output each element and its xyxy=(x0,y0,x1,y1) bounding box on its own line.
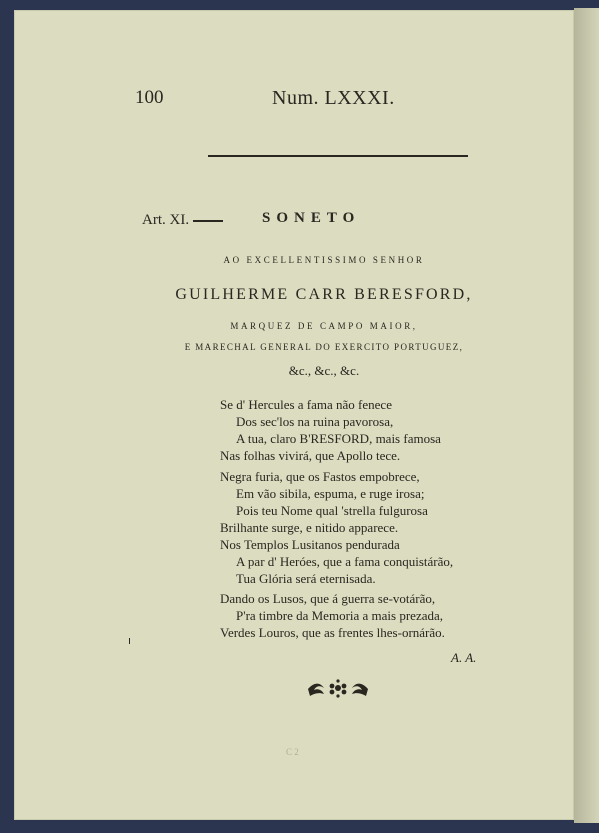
verse-line: P'ra timbre da Memoria a mais prezada, xyxy=(236,608,444,623)
dedicatee-title-1: MARQUEZ DE CAMPO MAIOR, xyxy=(230,321,418,331)
article-label xyxy=(142,212,223,229)
verse-line: Dando os Lusos, que á guerra se-votárão, xyxy=(220,591,436,606)
facing-page-edge xyxy=(574,8,599,823)
verse-line: A par d' Heróes, que a fama conquistárão, xyxy=(236,554,454,569)
stanza-4 xyxy=(220,590,445,641)
dedication-line: AO EXCELLENTISSIMO SENHOR xyxy=(223,255,425,265)
poem-signature: A. A. xyxy=(451,650,477,665)
stanza-1 xyxy=(220,396,441,464)
article-dash xyxy=(193,220,223,222)
verse-line: Nos Templos Lusitanos pendurada xyxy=(220,537,400,552)
page-number: 100 xyxy=(135,87,164,108)
dedicatee-name: GUILHERME CARR BERESFORD, xyxy=(175,286,473,303)
stanza-3 xyxy=(220,536,453,587)
running-head: Num. LXXXI. xyxy=(272,87,395,109)
printer-ornament-icon xyxy=(306,676,370,702)
book-page xyxy=(14,10,574,820)
stanza-2 xyxy=(220,468,428,536)
verse-line: Em vão sibila, espuma, e ruge irosa; xyxy=(236,486,425,501)
verse-line: Negra furia, que os Fastos empobrece, xyxy=(220,469,420,484)
header-rule xyxy=(208,155,468,157)
verse-line: Se d' Hercules a fama não fenece xyxy=(220,397,392,412)
verse-line: Tua Glória será eternisada. xyxy=(236,571,376,586)
verse-line: Pois teu Nome qual 'strella fulgurosa xyxy=(236,503,428,518)
dedicatee-title-2: E MARECHAL GENERAL DO EXERCITO PORTUGUEZ, xyxy=(184,342,464,352)
verse-line: Dos sec'los na ruina pavorosa, xyxy=(236,414,394,429)
verse-line: Verdes Louros, que as frentes lhes-ornárão. xyxy=(220,625,445,640)
dedication-etc: &c., &c., &c. xyxy=(288,363,360,378)
verse-line: Brilhante surge, e nitido apparece. xyxy=(220,520,399,535)
verse-line: A tua, claro B'RESFORD, mais famosa xyxy=(236,431,441,446)
signature-mark: C 2 xyxy=(286,747,299,757)
poem-title: SONETO xyxy=(262,210,361,226)
article-label-text: Art. XI. xyxy=(142,212,190,228)
page-header xyxy=(14,87,574,111)
verse-line: Nas folhas vivirá, que Apollo tece. xyxy=(220,448,401,463)
margin-mark xyxy=(129,638,130,644)
